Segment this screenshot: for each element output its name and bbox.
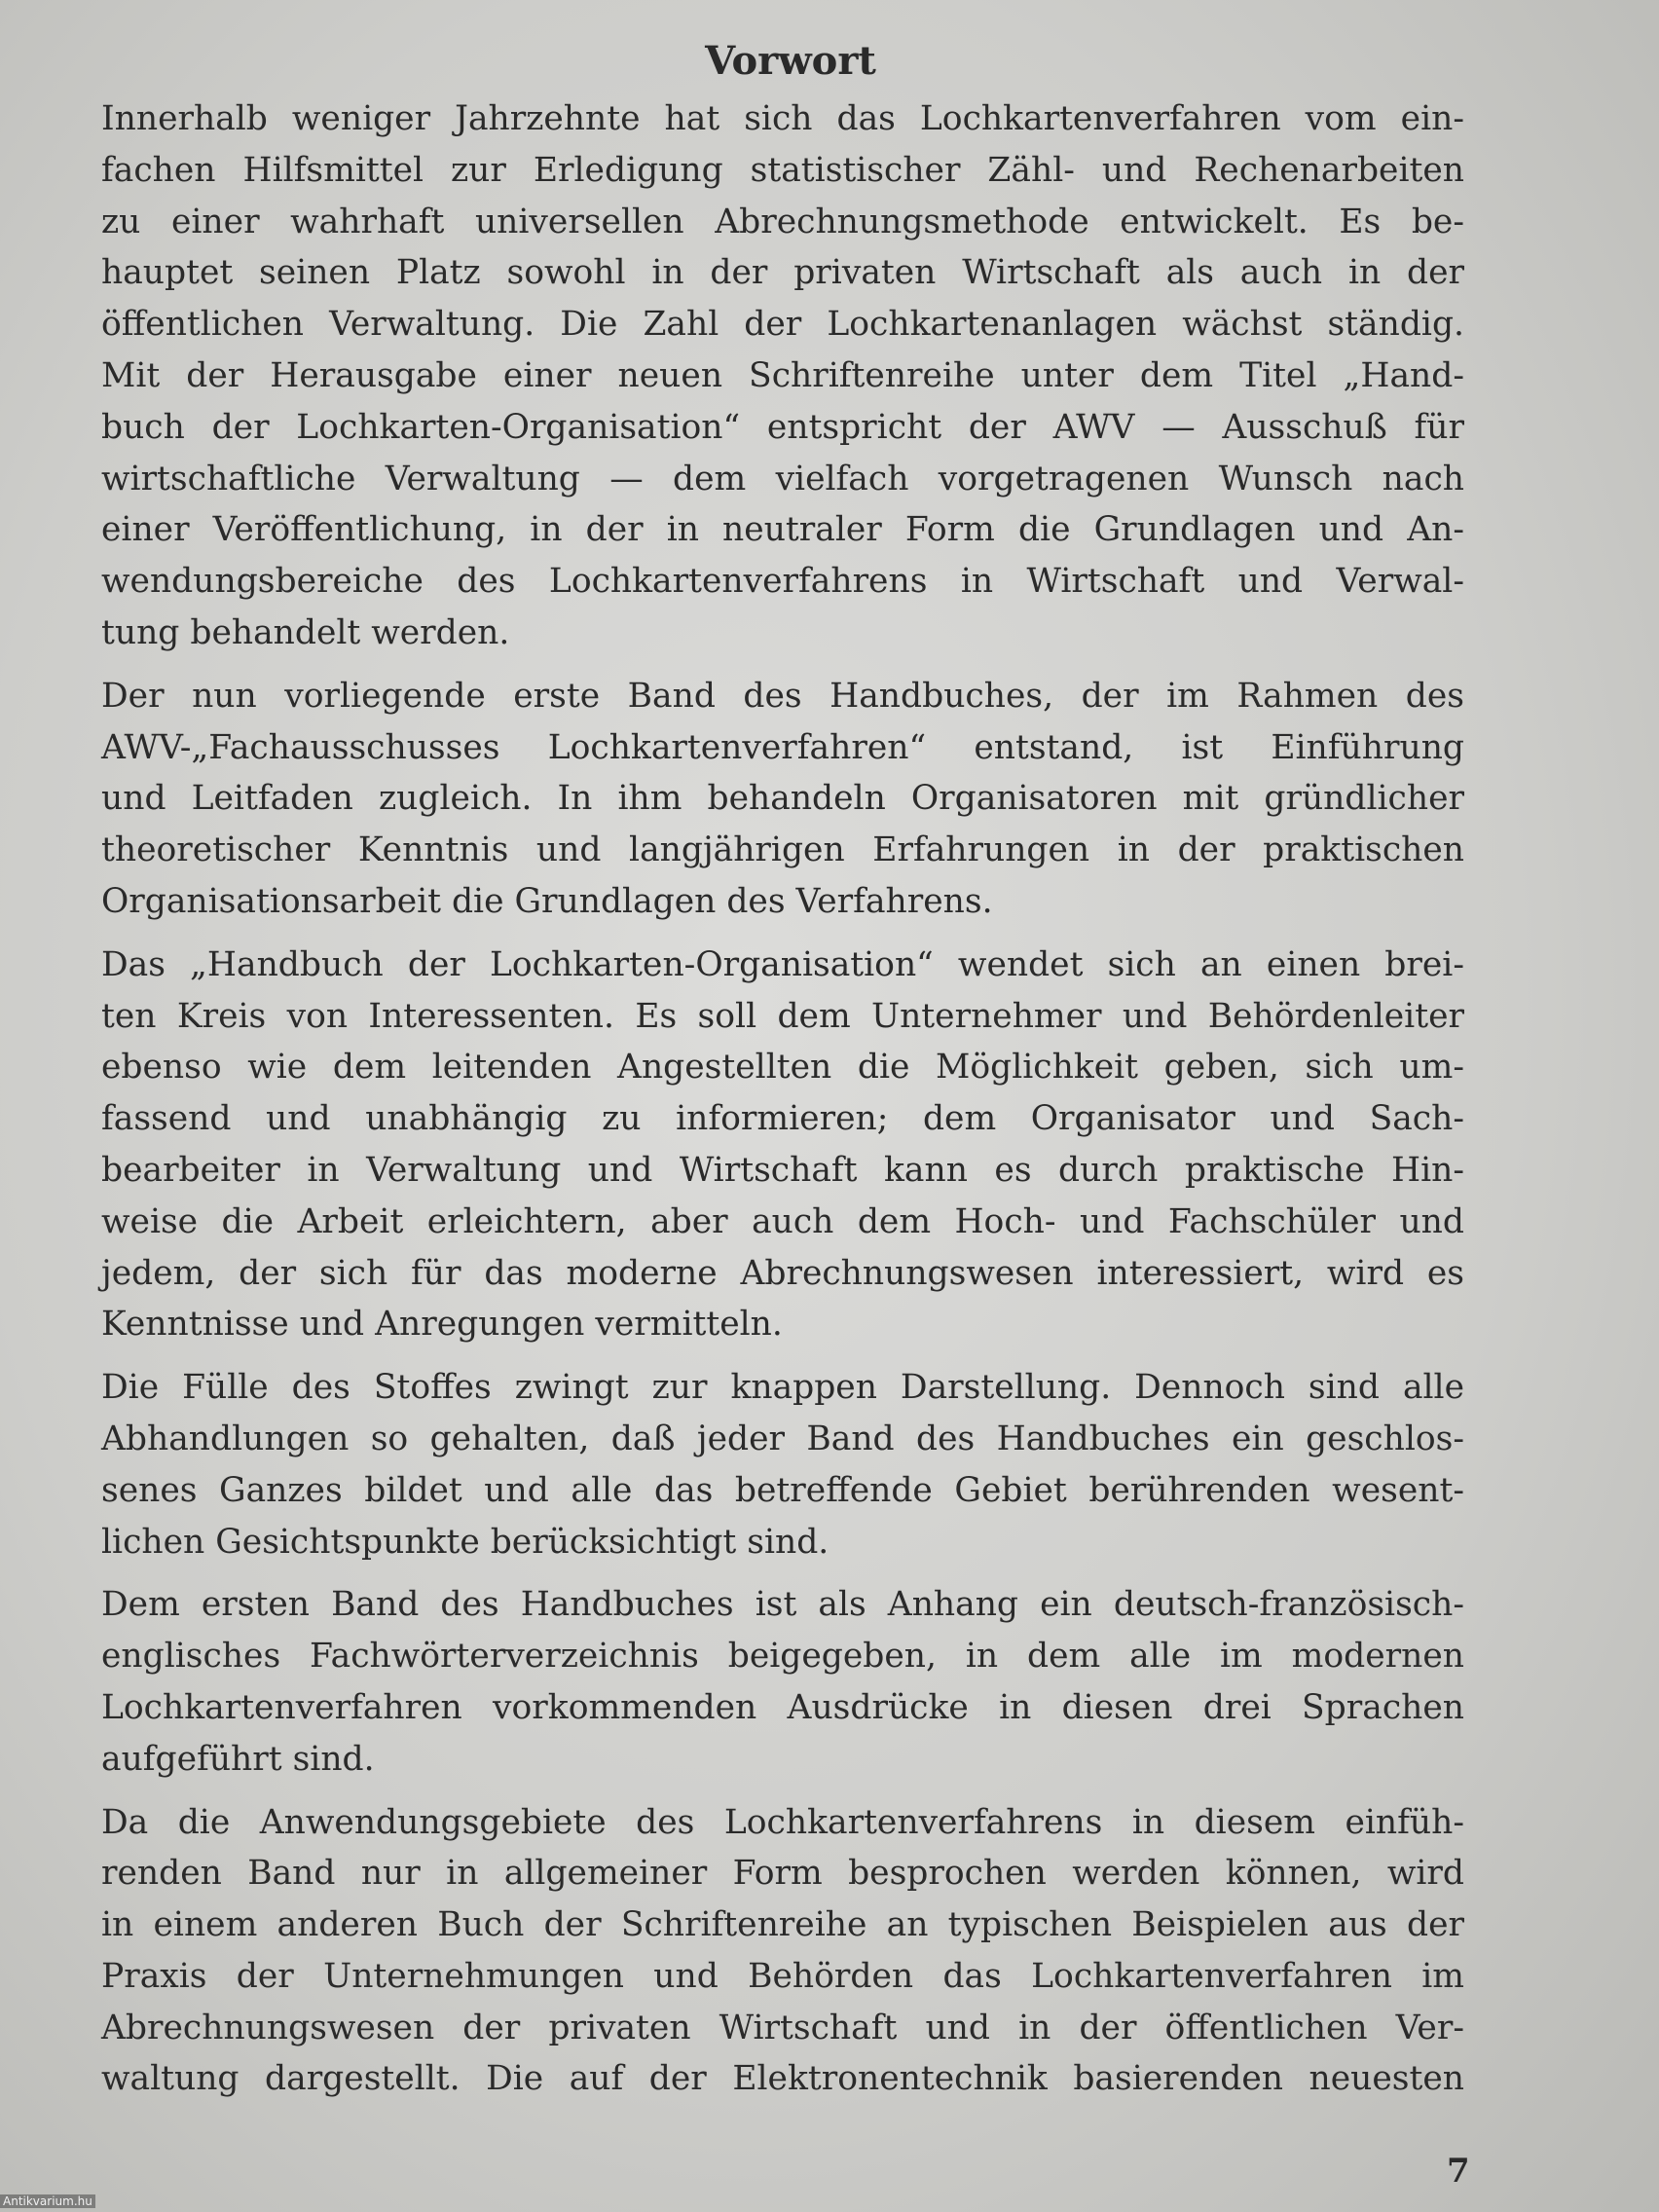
text-line: Organisationsarbeit die Grundlagen des Verfahrens. [101, 881, 993, 921]
text-line: englisches Fachwörterverzeichnis beigegeben, in dem alle im modernen [101, 1637, 1464, 1677]
text-line: Mit der Herausgabe einer neuen Schriftenreihe unter dem Titel „Hand- [101, 355, 1464, 395]
text-line: Da die Anwendungsgebiete des Lochkartenverfahrens in diesem einfüh- [101, 1802, 1464, 1842]
text-line: hauptet seinen Platz sowohl in der privaten Wirtschaft als auch in der [101, 253, 1464, 293]
watermark: Antikvarium.hu [0, 2194, 95, 2208]
text-line: Lochkartenverfahren vorkommenden Ausdrücke in diesen drei Sprachen [101, 1687, 1464, 1727]
text-line: tung behandelt werden. [101, 612, 510, 652]
text-line: Das „Handbuch der Lochkarten-Organisation“ wendet sich an einen brei- [101, 944, 1464, 984]
paragraph [101, 1797, 1464, 2106]
text-line: Innerhalb weniger Jahrzehnte hat sich das Lochkartenverfahren vom ein- [101, 99, 1464, 138]
text-line: öffentlichen Verwaltung. Die Zahl der Lochkartenanlagen wächst ständig. [101, 305, 1464, 345]
text-line: waltung dargestellt. Die auf der Elektronentechnik basierenden neuesten [101, 2059, 1464, 2099]
text-line: senes Ganzes bildet und alle das betreffende Gebiet berührenden wesent- [101, 1470, 1464, 1510]
text-line: lichen Gesichtspunkte berücksichtigt sind. [101, 1522, 830, 1562]
text-line: Abhandlungen so gehalten, daß jeder Band des Handbuches ein geschlos- [101, 1419, 1464, 1458]
text-line: Kenntnisse und Anregungen vermitteln. [101, 1305, 783, 1345]
text-line: und Leitfaden zugleich. In ihm behandeln Organisatoren mit gründlicher [101, 779, 1464, 819]
page-number: 7 [1447, 2152, 1470, 2191]
text-line: jedem, der sich für das moderne Abrechnungswesen interessiert, wird es [101, 1253, 1464, 1293]
text-line: renden Band nur in allgemeiner Form besprochen werden können, wird [101, 1854, 1464, 1894]
body-text [101, 93, 1464, 2117]
text-line: Abrechnungswesen der privaten Wirtschaft und in der öffentlichen Ver- [101, 2008, 1464, 2047]
paragraph [101, 1362, 1464, 1567]
paragraph [101, 93, 1464, 659]
text-line: fassend und unabhängig zu informieren; dem Organisator und Sach- [101, 1099, 1464, 1139]
text-line: Praxis der Unternehmungen und Behörden das Lochkartenverfahren im [101, 1956, 1464, 1996]
text-line: fachen Hilfsmittel zur Erledigung statistischer Zähl- und Rechenarbeiten [101, 150, 1464, 190]
paragraph [101, 940, 1464, 1350]
text-line: aufgeführt sind. [101, 1739, 375, 1779]
text-line: einer Veröffentlichung, in der in neutraler Form die Grundlagen und An- [101, 510, 1464, 550]
text-line: Die Fülle des Stoffes zwingt zur knappen Darstellung. Dennoch sind alle [101, 1368, 1464, 1408]
text-line: ebenso wie dem leitenden Angestellten die Möglichkeit geben, sich um- [101, 1048, 1464, 1088]
text-line: Dem ersten Band des Handbuches ist als Anhang ein deutsch-französisch- [101, 1585, 1464, 1625]
text-line: buch der Lochkarten-Organisation“ entspricht der AWV — Ausschuß für [101, 407, 1464, 447]
text-line: weise die Arbeit erleichtern, aber auch dem Hoch- und Fachschüler und [101, 1201, 1464, 1241]
text-line: zu einer wahrhaft universellen Abrechnungsmethode entwickelt. Es be- [101, 202, 1464, 241]
text-line: bearbeiter in Verwaltung und Wirtschaft kann es durch praktische Hin- [101, 1150, 1464, 1190]
text-line: theoretischer Kenntnis und langjährigen Erfahrungen in der praktischen [101, 830, 1464, 870]
text-line: in einem anderen Buch der Schriftenreihe an typischen Beispielen aus der [101, 1905, 1464, 1945]
paragraph [101, 1579, 1464, 1785]
text-line: wirtschaftliche Verwaltung — dem vielfach vorgetragenen Wunsch nach [101, 459, 1464, 498]
paragraph [101, 671, 1464, 928]
text-line: Der nun vorliegende erste Band des Handbuches, der im Rahmen des [101, 676, 1464, 716]
text-line: AWV-„Fachausschusses Lochkartenverfahren“ entstand, ist Einführung [101, 727, 1464, 767]
text-line: ten Kreis von Interessenten. Es soll dem Unternehmer und Behördenleiter [101, 996, 1464, 1036]
text-line: wendungsbereiche des Lochkartenverfahrens in Wirtschaft und Verwal- [101, 562, 1464, 602]
page-title: Vorwort [705, 37, 876, 84]
